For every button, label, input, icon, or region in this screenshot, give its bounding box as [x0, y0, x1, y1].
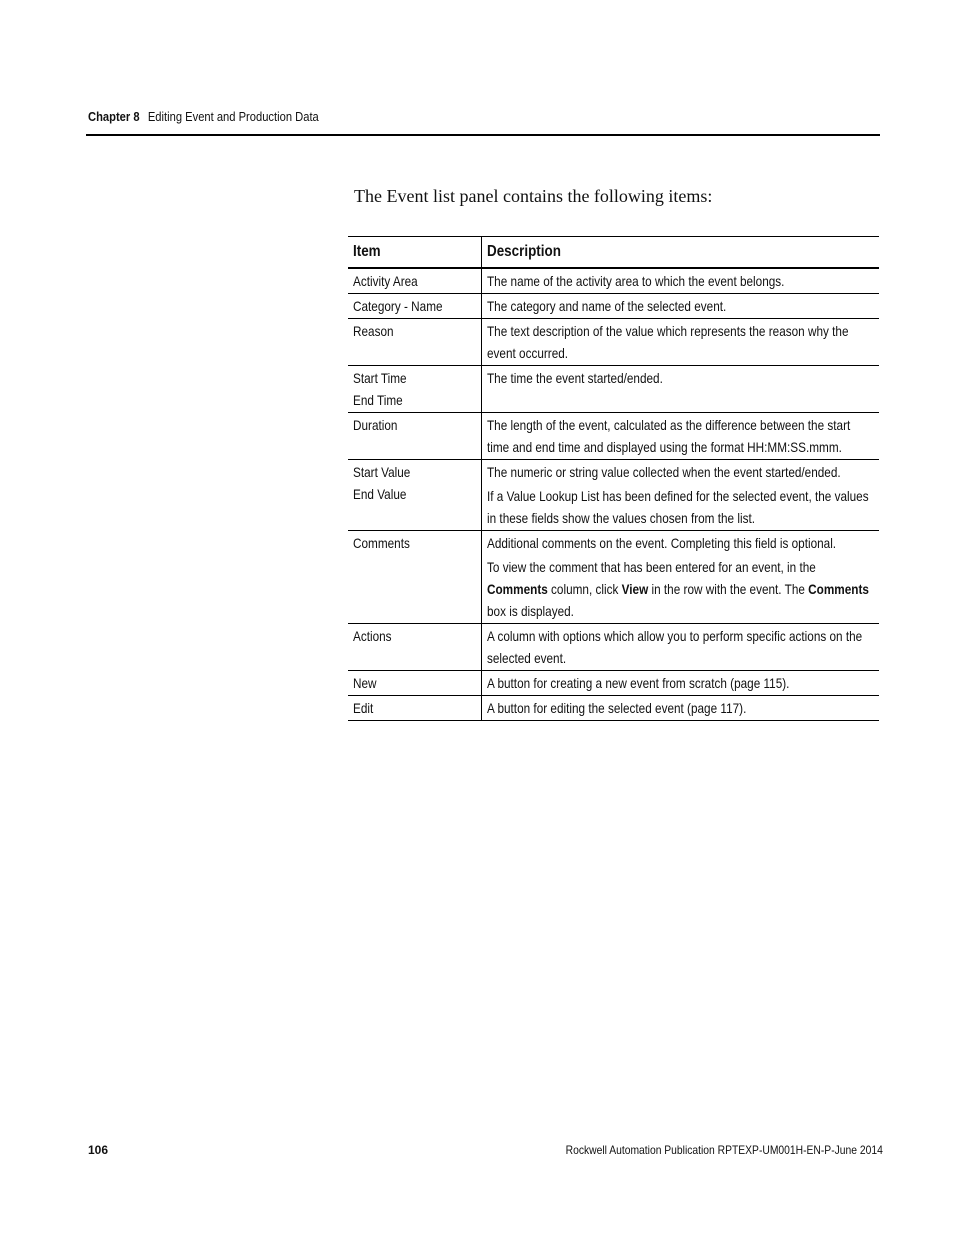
item-cell: [348, 268, 481, 294]
table-row: [348, 366, 879, 413]
description-paragraph: A button for creating a new event from scratch (page 115).: [486, 675, 789, 691]
table-row: [348, 413, 879, 460]
description-cell: [481, 696, 879, 721]
item-cell: [348, 531, 481, 624]
item-name: Reason: [353, 323, 394, 339]
item-cell: [348, 366, 481, 413]
chapter-label: Chapter 8: [88, 109, 140, 124]
description-paragraph: To view the comment that has been entered for an event, in the Comments column, click View in the row with the event. The Comments box is displayed.: [486, 559, 869, 619]
item-name: Category - Name: [353, 298, 443, 314]
description-cell: [481, 366, 879, 413]
page-number: 106: [88, 1143, 109, 1157]
publication-info: Rockwell Automation Publication RPTEXP-UM001H-EN-P-June 2014: [565, 1143, 883, 1157]
table-row: [348, 531, 879, 624]
table-row: [348, 319, 879, 366]
item-name: Comments: [353, 535, 410, 551]
item-name: End Time: [353, 392, 403, 408]
item-cell: [348, 671, 481, 696]
item-cell: [348, 413, 481, 460]
description-cell: [481, 413, 879, 460]
item-name: Activity Area: [353, 273, 418, 289]
item-cell: [348, 460, 481, 531]
description-paragraph: The name of the activity area to which the event belongs.: [486, 273, 784, 289]
description-cell: [481, 460, 879, 531]
description-cell: [481, 319, 879, 366]
description-cell: [481, 531, 879, 624]
description-paragraph: The category and name of the selected event.: [486, 298, 726, 314]
table-body: [348, 268, 879, 721]
item-name: New: [353, 675, 377, 691]
item-name: Start Time: [353, 370, 407, 386]
table-row: [348, 671, 879, 696]
description-paragraph: The length of the event, calculated as the difference between the start time and end time and displayed using the format HH:MM:SS.mmm.: [486, 417, 850, 455]
table-row: [348, 460, 879, 531]
event-list-items-table: [348, 236, 879, 721]
item-name: Actions: [353, 628, 392, 644]
description-cell: [481, 294, 879, 319]
description-paragraph: A button for editing the selected event (page 117).: [486, 700, 746, 716]
running-header: [88, 109, 319, 124]
description-paragraph: If a Value Lookup List has been defined for the selected event, the values in these fields show the values chosen from the list.: [486, 488, 869, 526]
chapter-title: Editing Event and Production Data: [147, 109, 319, 124]
table-header-row: [348, 237, 879, 269]
description-paragraph: A column with options which allow you to perform specific actions on the selected event.: [486, 628, 862, 666]
header-rule: [86, 134, 880, 136]
table-row: [348, 268, 879, 294]
column-header-description: Description: [481, 237, 879, 269]
table-row: [348, 696, 879, 721]
column-header-item: Item: [348, 237, 481, 269]
description-paragraph: The text description of the value which represents the reason why the event occurred.: [486, 323, 849, 361]
intro-paragraph: The Event list panel contains the following items:: [354, 186, 713, 206]
item-name: Edit: [353, 700, 374, 716]
table-row: [348, 624, 879, 671]
item-name: End Value: [353, 486, 407, 502]
item-name: Duration: [353, 417, 398, 433]
description-paragraph: The numeric or string value collected when the event started/ended.: [486, 464, 841, 480]
description-paragraph: Additional comments on the event. Completing this field is optional.: [486, 535, 836, 551]
description-cell: [481, 624, 879, 671]
item-cell: [348, 319, 481, 366]
description-cell: [481, 268, 879, 294]
item-name: Start Value: [353, 464, 411, 480]
description-cell: [481, 671, 879, 696]
item-cell: [348, 696, 481, 721]
item-cell: [348, 624, 481, 671]
item-cell: [348, 294, 481, 319]
table-row: [348, 294, 879, 319]
description-paragraph: The time the event started/ended.: [486, 370, 663, 386]
